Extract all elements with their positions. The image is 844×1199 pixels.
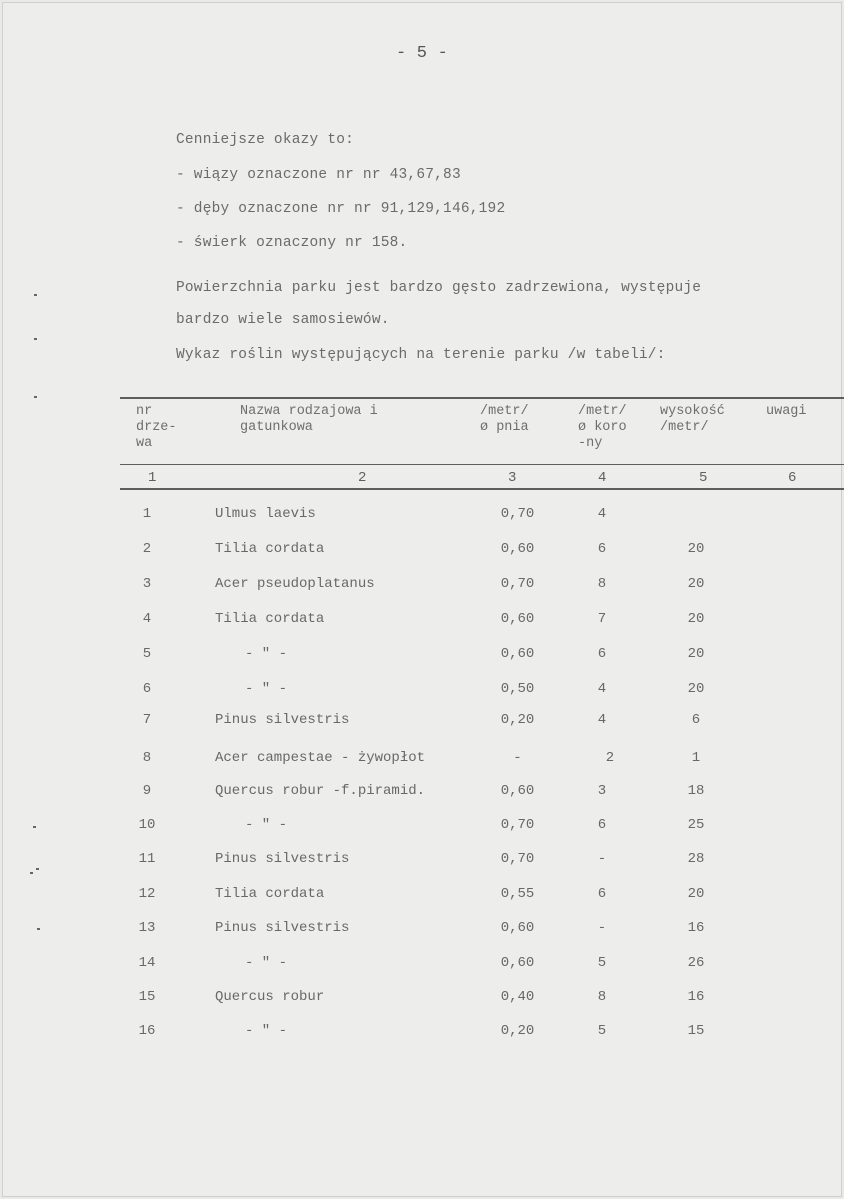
cell-trunk: - [513,750,522,766]
cell-name: Pinus silvestris [215,851,350,867]
cell-trunk: 0,60 [500,541,535,557]
cell-name: Acer campestae - żywopłot [215,750,426,766]
cell-nr: 16 [138,1023,156,1039]
cell-height: 1 [691,750,701,766]
cell-height: 20 [687,886,705,902]
table-row [0,712,844,742]
cell-name: Quercus robur [215,989,325,1005]
intro-item: - dęby oznaczone nr nr 91,129,146,192 [176,201,506,217]
cell-nr: 2 [142,541,152,557]
cell-name: - " - [245,817,288,833]
table-row [0,506,844,536]
cell-crown: 8 [597,576,607,592]
margin-mark [33,826,36,828]
cell-crown: 6 [597,817,607,833]
cell-crown: 4 [597,506,607,522]
cell-nr: 12 [138,886,156,902]
header-notes: uwagi [766,404,807,419]
table-row [0,541,844,571]
margin-mark [37,928,40,930]
cell-height: 20 [687,576,705,592]
cell-height: 16 [687,989,705,1005]
margin-mark [34,294,37,296]
cell-trunk: 0,60 [500,955,535,971]
cell-height: 20 [687,541,705,557]
cell-trunk: 0,20 [500,712,535,728]
margin-mark [36,868,39,870]
header-crown-diameter: /metr/ ø koro -ny [578,404,627,451]
header-trunk-diameter: /metr/ ø pnia [480,404,529,435]
column-number-rule [120,488,844,490]
margin-mark [30,872,33,874]
intro-item: - świerk oznaczony nr 158. [176,235,408,251]
paragraph-line: bardzo wiele samosiewów. [176,312,390,328]
cell-height: 26 [687,955,705,971]
page-number: - 5 - [395,44,448,63]
cell-nr: 5 [142,646,152,662]
header-height: wysokość /metr/ [660,404,725,435]
cell-name: - " - [245,1023,288,1039]
cell-crown: - [597,920,607,936]
intro-item: - wiązy oznaczone nr nr 43,67,83 [176,167,461,183]
intro-heading: Cenniejsze okazy to: [176,132,355,148]
cell-trunk: 0,70 [500,851,535,867]
cell-name: Pinus silvestris [215,712,350,728]
cell-nr: 9 [142,783,152,799]
cell-name: Tilia cordata [215,886,325,902]
table-row [0,1023,844,1053]
cell-trunk: 0,55 [500,886,535,902]
table-row [0,750,844,780]
cell-name: Acer pseudoplatanus [215,576,375,592]
column-number: 6 [788,470,797,486]
cell-height: 15 [687,1023,705,1039]
table-row [0,681,844,711]
cell-height: 18 [687,783,705,799]
cell-trunk: 0,70 [500,817,535,833]
cell-nr: 4 [142,611,152,627]
cell-crown: 3 [597,783,607,799]
table-caption: Wykaz roślin występujących na terenie parku /w tabeli/: [176,347,666,363]
margin-mark [34,396,37,398]
cell-height: 28 [687,851,705,867]
table-row [0,851,844,881]
header-rule [120,464,844,465]
column-number: 2 [358,470,367,486]
table-top-rule [120,397,844,399]
cell-crown: 4 [597,681,607,697]
cell-crown: 7 [597,611,607,627]
cell-crown: 4 [597,712,607,728]
cell-name: Quercus robur -f.piramid. [215,783,426,799]
cell-nr: 6 [142,681,152,697]
cell-trunk: 0,60 [500,646,535,662]
cell-name: Tilia cordata [215,541,325,557]
cell-nr: 3 [142,576,152,592]
header-name: Nazwa rodzajowa i gatunkowa [240,404,378,435]
cell-crown: 8 [597,989,607,1005]
table-row [0,989,844,1019]
column-number: 3 [508,470,517,486]
column-number: 4 [598,470,607,486]
column-number: 1 [148,470,157,486]
cell-nr: 1 [142,506,152,522]
table-row [0,886,844,916]
cell-trunk: 0,60 [500,920,535,936]
cell-crown: 2 [605,750,615,766]
cell-nr: 7 [142,712,152,728]
header-nr: nr drze- wa [136,404,177,451]
cell-name: Pinus silvestris [215,920,350,936]
cell-trunk: 0,50 [500,681,535,697]
cell-trunk: 0,60 [500,611,535,627]
cell-nr: 15 [138,989,156,1005]
cell-trunk: 0,60 [500,783,535,799]
cell-trunk: 0,70 [500,576,535,592]
cell-crown: 5 [597,955,607,971]
cell-height: 20 [687,681,705,697]
cell-crown: - [597,851,607,867]
margin-mark [34,338,37,340]
cell-nr: 14 [138,955,156,971]
table-row [0,817,844,847]
cell-name: - " - [245,955,288,971]
cell-height: 20 [687,646,705,662]
table-row [0,783,844,813]
cell-crown: 6 [597,646,607,662]
table-row [0,646,844,676]
table-row [0,920,844,950]
cell-nr: 10 [138,817,156,833]
table-row [0,611,844,641]
cell-crown: 6 [597,886,607,902]
cell-height: 20 [687,611,705,627]
cell-nr: 13 [138,920,156,936]
cell-trunk: 0,20 [500,1023,535,1039]
cell-nr: 11 [138,851,156,867]
cell-name: - " - [245,681,288,697]
cell-height: 6 [691,712,701,728]
cell-height: 25 [687,817,705,833]
cell-trunk: 0,70 [500,506,535,522]
table-row [0,955,844,985]
cell-height: 16 [687,920,705,936]
cell-trunk: 0,40 [500,989,535,1005]
column-number: 5 [699,470,708,486]
table-row [0,576,844,606]
cell-crown: 6 [597,541,607,557]
cell-name: Tilia cordata [215,611,325,627]
cell-name: - " - [245,646,288,662]
cell-name: Ulmus laevis [215,506,316,522]
cell-crown: 5 [597,1023,607,1039]
cell-nr: 8 [142,750,152,766]
paragraph-line: Powierzchnia parku jest bardzo gęsto zadrzewiona, występuje [176,280,702,296]
